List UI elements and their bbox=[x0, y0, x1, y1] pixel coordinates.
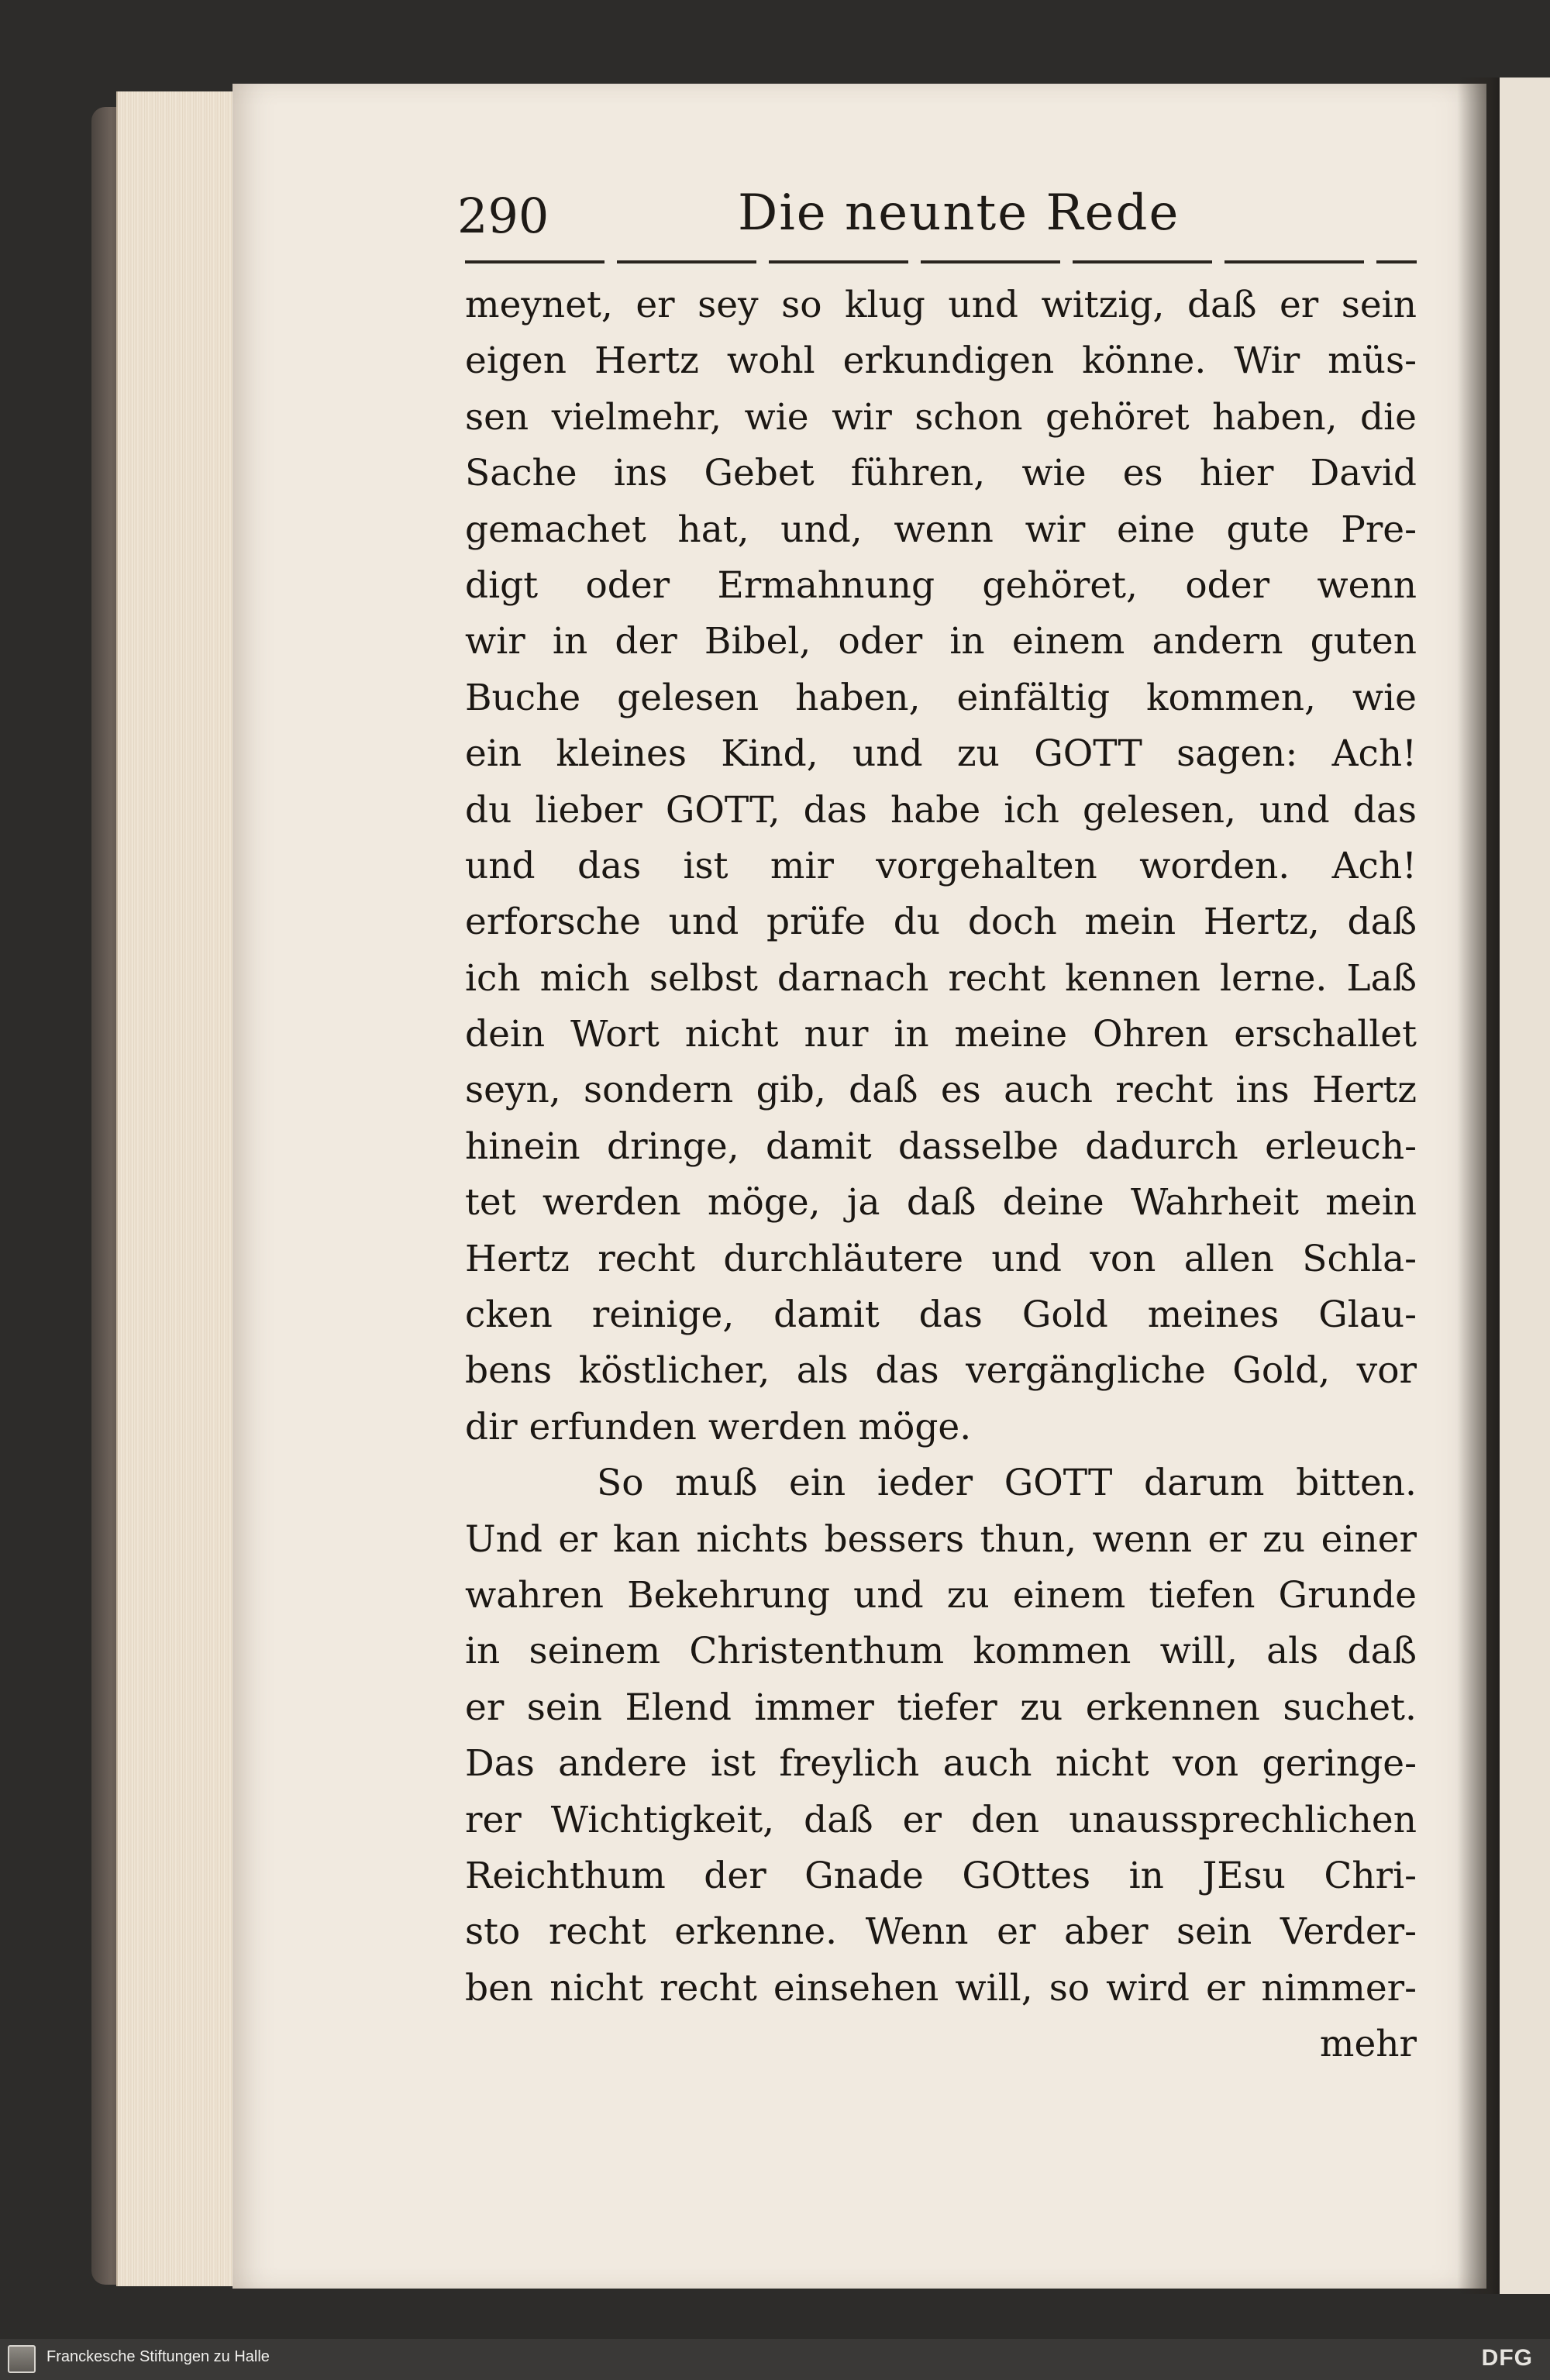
text-line: erforsche und prüfe du doch mein Hertz, daß bbox=[465, 901, 1417, 944]
institution-logo-icon bbox=[8, 2345, 36, 2373]
text-line: hinein dringe, damit dasselbe dadurch erleuch- bbox=[465, 1125, 1417, 1168]
text-line: wahren Bekehrung und zu einem tiefen Grunde bbox=[465, 1573, 1417, 1617]
text-line: bens köstlicher, als das vergängliche Gold, vor bbox=[465, 1349, 1417, 1393]
text-line: dein Wort nicht nur in meine Ohren erschallet bbox=[465, 1013, 1417, 1056]
text-line: cken reinige, damit das Gold meines Glau- bbox=[465, 1293, 1417, 1337]
text-line: meynet, er sey so klug und witzig, daß er sein bbox=[465, 284, 1417, 326]
text-line: Hertz recht durchläutere und von allen Schla- bbox=[465, 1237, 1417, 1280]
text-line: Buche gelesen haben, einfältig kommen, wie bbox=[465, 676, 1417, 719]
text-line: Und er kan nichts bessers thun, wenn er zu einer bbox=[465, 1517, 1417, 1561]
page-edges bbox=[116, 91, 251, 2286]
footer-institution-link[interactable]: Franckesche Stiftungen zu Halle bbox=[46, 2348, 270, 2365]
page-number: 290 bbox=[457, 188, 549, 244]
text-line: in seinem Christenthum kommen will, als daß bbox=[465, 1630, 1417, 1673]
text-line: So muß ein ieder GOTT darum bitten. bbox=[597, 1462, 1417, 1505]
dfg-logo[interactable]: DFG bbox=[1481, 2345, 1533, 2371]
facing-page-edge bbox=[1500, 77, 1550, 2294]
body-text bbox=[465, 277, 1417, 2073]
text-line: rer Wichtigkeit, daß er den unaussprechlichen bbox=[465, 1798, 1417, 1841]
text-line: Das andere ist freylich auch nicht von geringe- bbox=[465, 1742, 1417, 1786]
header-rule bbox=[465, 260, 1417, 263]
text-line: sto recht erkenne. Wenn er aber sein Verder- bbox=[465, 1910, 1417, 1954]
text-line: er sein Elend immer tiefer zu erkennen suchet. bbox=[465, 1686, 1417, 1729]
text-line: seyn, sondern gib, daß es auch recht ins Hertz bbox=[465, 1069, 1417, 1112]
catchword: mehr bbox=[1319, 2023, 1417, 2066]
text-line: Sache ins Gebet führen, wie es hier David bbox=[465, 452, 1417, 495]
text-line: wir in der Bibel, oder in einem andern guten bbox=[465, 620, 1417, 663]
text-line: gemachet hat, und, wenn wir eine gute Pre- bbox=[465, 508, 1417, 551]
text-line: sen vielmehr, wie wir schon gehöret haben, die bbox=[465, 395, 1417, 439]
text-line: ich mich selbst darnach recht kennen lerne. Laß bbox=[465, 956, 1417, 1000]
running-head: Die neunte Rede bbox=[738, 184, 1180, 242]
text-line: ben nicht recht einsehen will, so wird er nimmer- bbox=[465, 1966, 1417, 2010]
text-line: dir erfunden werden möge. bbox=[465, 1405, 972, 1448]
text-line: und das ist mir vorgehalten worden. Ach! bbox=[465, 844, 1417, 887]
text-line: Reichthum der Gnade GOttes in JEsu Chri- bbox=[465, 1854, 1417, 1897]
text-line: du lieber GOTT, das habe ich gelesen, und das bbox=[465, 788, 1417, 832]
text-line: ein kleines Kind, und zu GOTT sagen: Ach! bbox=[465, 732, 1417, 776]
text-line: tet werden möge, ja daß deine Wahrheit mein bbox=[465, 1181, 1417, 1224]
gutter-shadow bbox=[1457, 77, 1504, 2294]
text-line: digt oder Ermahnung gehöret, oder wenn bbox=[465, 563, 1417, 607]
text-line: eigen Hertz wohl erkundigen könne. Wir müs- bbox=[465, 339, 1417, 383]
